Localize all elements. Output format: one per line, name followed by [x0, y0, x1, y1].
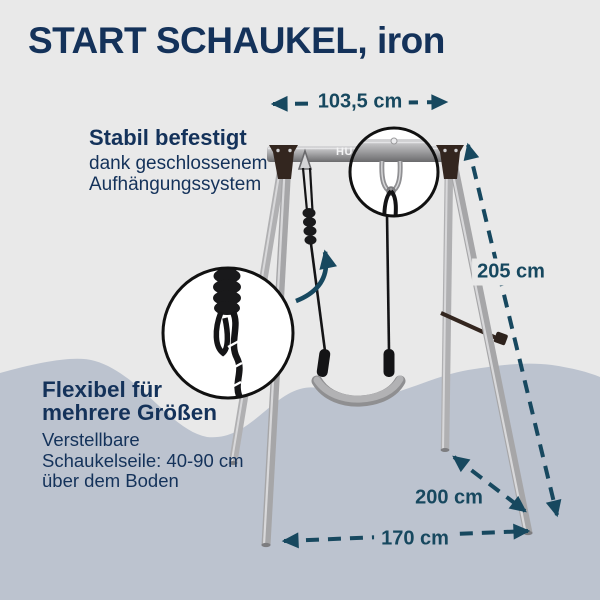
dimension-label-depth: 200 cm	[415, 486, 483, 509]
brand-text-on-bar: HU	[336, 146, 353, 158]
feature-flexible-sizes	[42, 378, 244, 492]
feature-heading-line: mehrere Größen	[42, 400, 218, 425]
feature-heading: Stabil befestigt	[89, 125, 247, 150]
dimension-label-top-width: 103,5 cm	[312, 91, 409, 114]
feature-body-line: Verstellbare	[42, 429, 140, 450]
swing-seat	[317, 379, 400, 401]
side-brace	[441, 313, 508, 346]
rope-adjuster	[303, 208, 317, 245]
feature-stable-mounting	[89, 126, 268, 195]
page-title: START SCHAUKEL, iron	[28, 20, 445, 61]
feature-body-line: über dem Boden	[42, 470, 179, 491]
suspension-callout	[348, 128, 442, 228]
right-rope	[384, 214, 395, 377]
feature-body-line: Aufhängungssystem	[89, 174, 262, 196]
dimension-label-height: 205 cm	[472, 259, 550, 286]
dimension-label-ground-width: 170 cm	[374, 528, 456, 551]
feature-body-line: Schaukelseile: 40-90 cm	[42, 449, 244, 471]
callout-pointer-arrow	[296, 252, 326, 301]
feature-body-line: dank geschlossenem	[89, 153, 268, 175]
feature-heading-line: Flexibel für	[42, 377, 163, 402]
